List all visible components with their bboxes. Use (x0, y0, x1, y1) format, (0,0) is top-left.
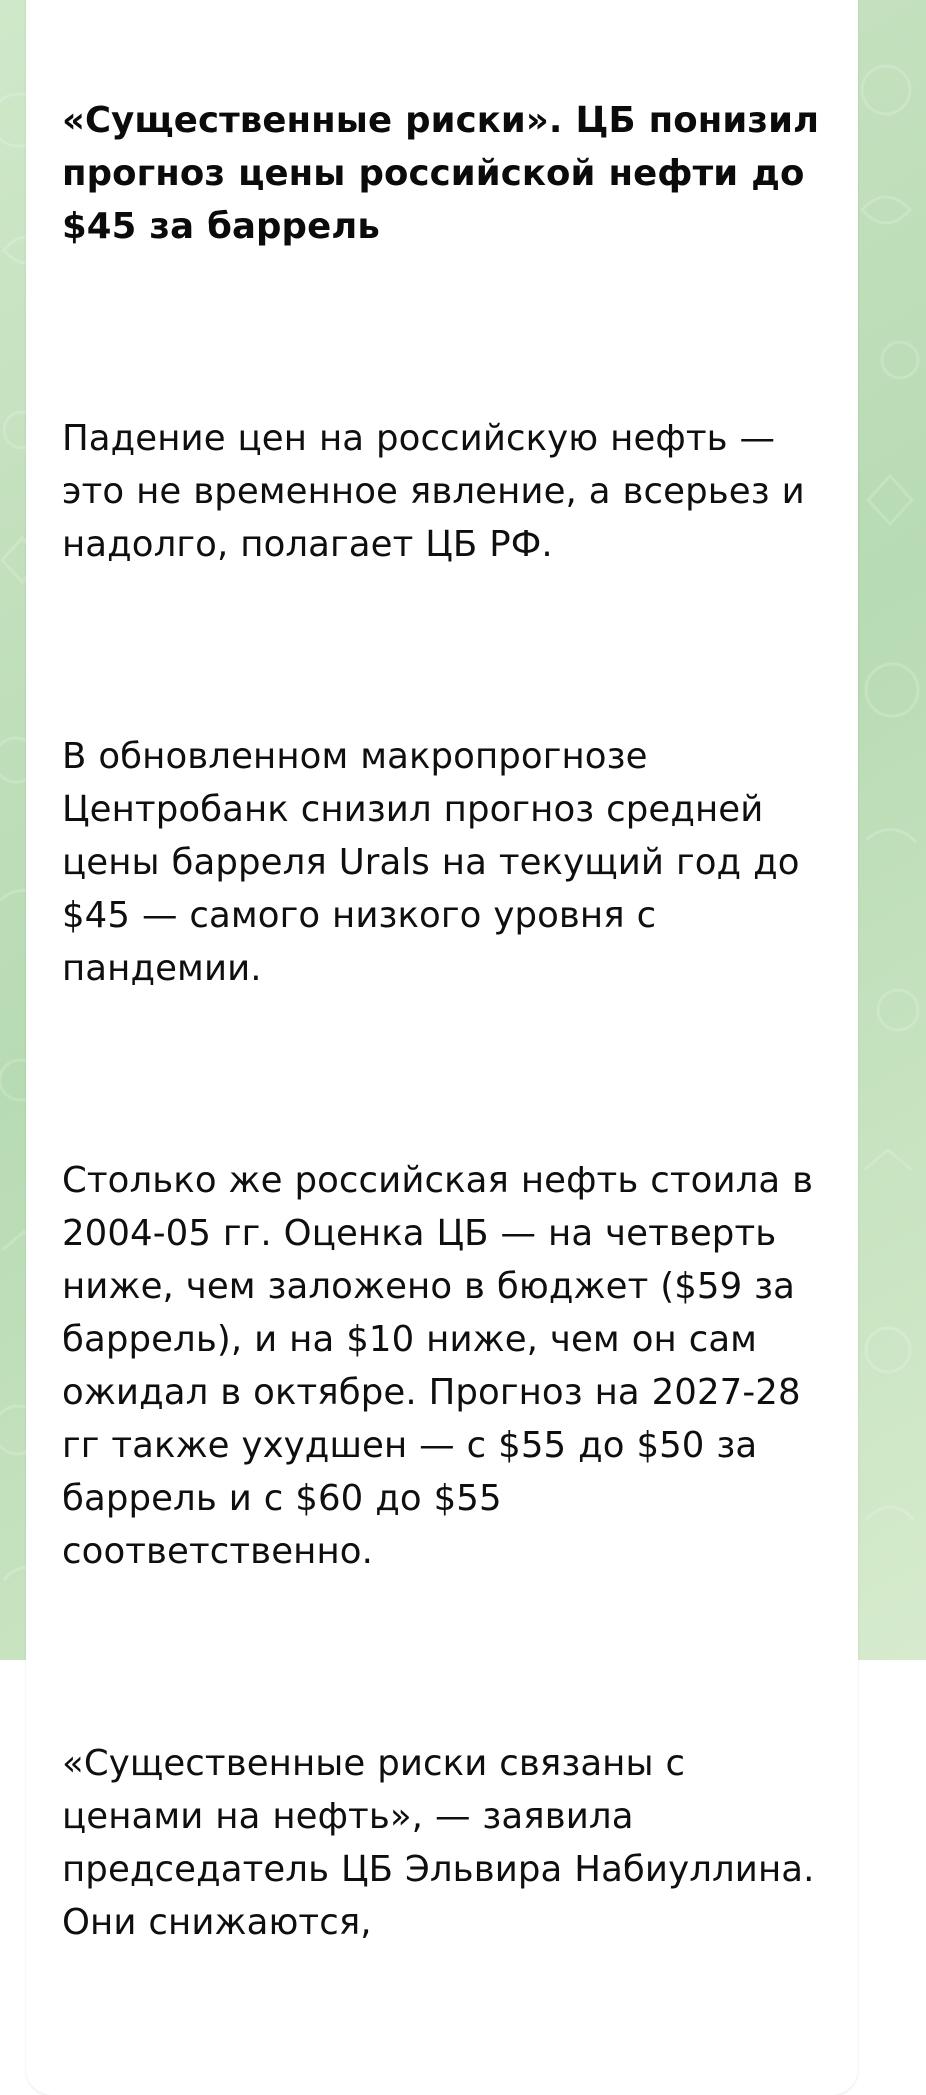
message-paragraph: В обновленном макропрогнозе Центробанк снизил прогноз средней цены барреля Urals на текущий год до $45 — самого низкого уровня с пандемии. (62, 736, 812, 989)
message-paragraph: Столько же российская нефть стоила в 2004-05 гг. Оценка ЦБ — на четверть ниже, чем заложено в бюджет ($59 за баррель), и на $10 ниже, чем он сам ожидал в октябре. Прогноз на 2027-28 гг также ухудшен — с $55 до $50 за баррель и с $60 до $55 соответственно. (62, 1160, 826, 1572)
message-title: «Существенные риски». ЦБ понизил прогноз цены российской нефти до $45 за баррель (62, 100, 833, 247)
message-text (62, 0, 833, 2055)
wallpaper-left-edge (0, 0, 26, 1660)
message-bubble[interactable] (26, 0, 858, 2095)
wallpaper-right-edge (858, 0, 926, 1660)
message-paragraph: Падение цен на российскую нефть — это не временное явление, а всерьез и надолго, полагает ЦБ РФ. (62, 418, 817, 565)
message-paragraph: «Существенные риски связаны с ценами на нефть», — заявила председатель ЦБ Эльвира Набиуллина. Они снижаются, (62, 1743, 827, 1943)
